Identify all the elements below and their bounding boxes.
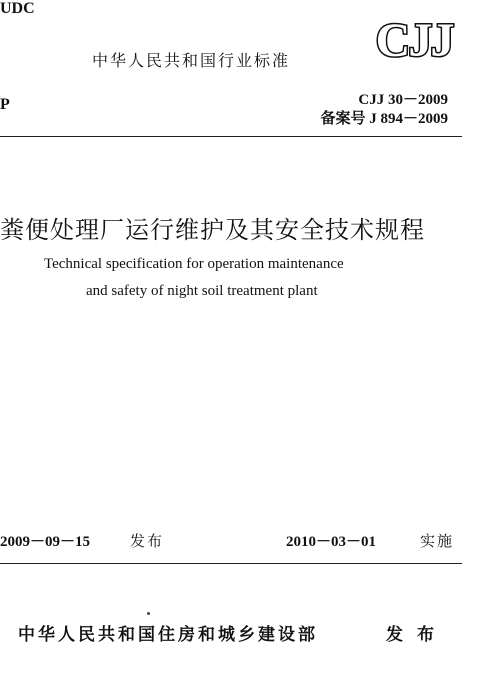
issuing-authority: 中华人民共和国住房和城乡建设部 <box>18 625 318 645</box>
classification-code: P <box>0 96 10 113</box>
english-title-line2: and safety of night soil treatment plant <box>86 283 318 299</box>
issue-date: 2009－09－15 <box>0 534 91 550</box>
filing-number: 备案号 J 894－2009 <box>320 111 448 127</box>
bottom-divider <box>0 563 462 564</box>
issue-label: 发布 <box>130 532 165 550</box>
cjj-logo <box>366 14 462 68</box>
standard-number: CJJ 30－2009 <box>358 92 448 108</box>
implement-date: 2010－03－01 <box>286 534 377 550</box>
top-divider <box>0 136 462 137</box>
standard-type: 中华人民共和国行业标准 <box>92 51 291 70</box>
footer-issue-word: 发布 <box>386 625 448 645</box>
speck-dot <box>147 612 150 615</box>
udc-label: UDC <box>0 0 35 17</box>
english-title-line1: Technical specification for operation maintenance <box>44 256 344 272</box>
implement-label: 实施 <box>420 532 455 550</box>
logo-text: CJJ <box>375 14 453 64</box>
chinese-title: 粪便处理厂运行维护及其安全技术规程 <box>0 216 425 244</box>
